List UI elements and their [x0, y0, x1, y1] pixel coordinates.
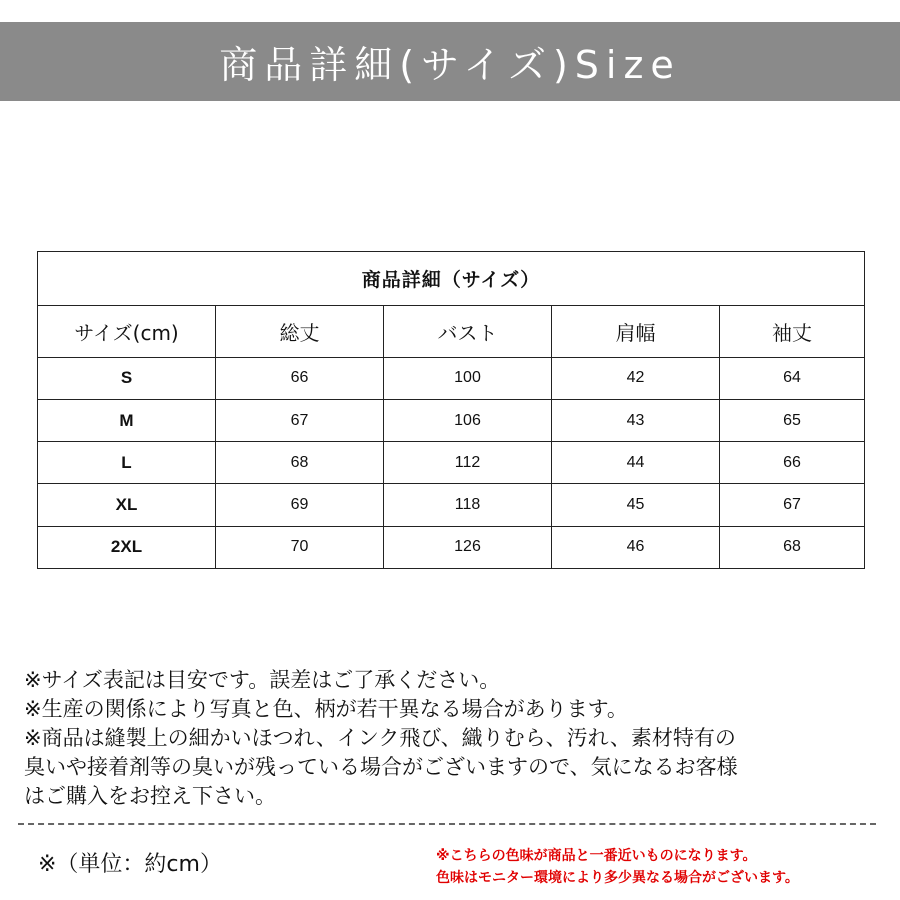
bust-cell: 100	[384, 357, 552, 399]
shoulder-width-cell: 45	[552, 484, 720, 526]
size-cell: 2XL	[38, 526, 216, 568]
sleeve-length-cell: 67	[720, 484, 865, 526]
header-sleeve-length: 袖丈	[720, 306, 865, 357]
sleeve-length-cell: 64	[720, 357, 865, 399]
bust-cell: 126	[384, 526, 552, 568]
size-cell: M	[38, 399, 216, 441]
table-caption: 商品詳細（サイズ）	[38, 252, 865, 306]
table-row	[38, 442, 865, 484]
dashed-divider	[18, 823, 876, 825]
note-line: ※商品は縫製上の細かいほつれ、インク飛び、織りむら、汚れ、素材特有の	[24, 726, 736, 750]
table-row	[38, 357, 865, 399]
header-bust: バスト	[384, 306, 552, 357]
banner-title: 商品詳細(サイズ)Size	[219, 43, 681, 87]
table-row	[38, 399, 865, 441]
bust-cell: 106	[384, 399, 552, 441]
table-caption-row	[38, 252, 865, 306]
color-warning	[436, 845, 799, 889]
shoulder-width-cell: 43	[552, 399, 720, 441]
bust-cell: 112	[384, 442, 552, 484]
header-total-length: 総丈	[216, 306, 384, 357]
note-line: ※生産の関係により写真と色、柄が若干異なる場合があります。	[24, 697, 628, 721]
color-warning-line: ※こちらの色味が商品と一番近いものになります。	[436, 848, 757, 864]
note-line: はご購入をお控え下さい。	[24, 784, 276, 808]
sleeve-length-cell: 66	[720, 442, 865, 484]
total-length-cell: 66	[216, 357, 384, 399]
unit-note: ※（単位：約cm）	[38, 852, 222, 877]
notes-block	[24, 666, 894, 811]
table-header-row	[38, 306, 865, 357]
bust-cell: 118	[384, 484, 552, 526]
header-shoulder-width: 肩幅	[552, 306, 720, 357]
table-row	[38, 484, 865, 526]
total-length-cell: 69	[216, 484, 384, 526]
shoulder-width-cell: 44	[552, 442, 720, 484]
size-cell: XL	[38, 484, 216, 526]
color-warning-line: 色味はモニター環境により多少異なる場合がございます。	[436, 870, 799, 886]
sleeve-length-cell: 65	[720, 399, 865, 441]
title-banner	[0, 22, 900, 101]
sleeve-length-cell: 68	[720, 526, 865, 568]
table-row	[38, 526, 865, 568]
shoulder-width-cell: 42	[552, 357, 720, 399]
header-size: サイズ(cm)	[38, 306, 216, 357]
total-length-cell: 70	[216, 526, 384, 568]
size-table	[37, 251, 865, 569]
total-length-cell: 67	[216, 399, 384, 441]
note-line: 臭いや接着剤等の臭いが残っている場合がございますので、気になるお客様	[24, 755, 738, 779]
size-cell: S	[38, 357, 216, 399]
note-line: ※サイズ表記は目安です。誤差はご了承ください。	[24, 668, 501, 692]
shoulder-width-cell: 46	[552, 526, 720, 568]
size-cell: L	[38, 442, 216, 484]
total-length-cell: 68	[216, 442, 384, 484]
